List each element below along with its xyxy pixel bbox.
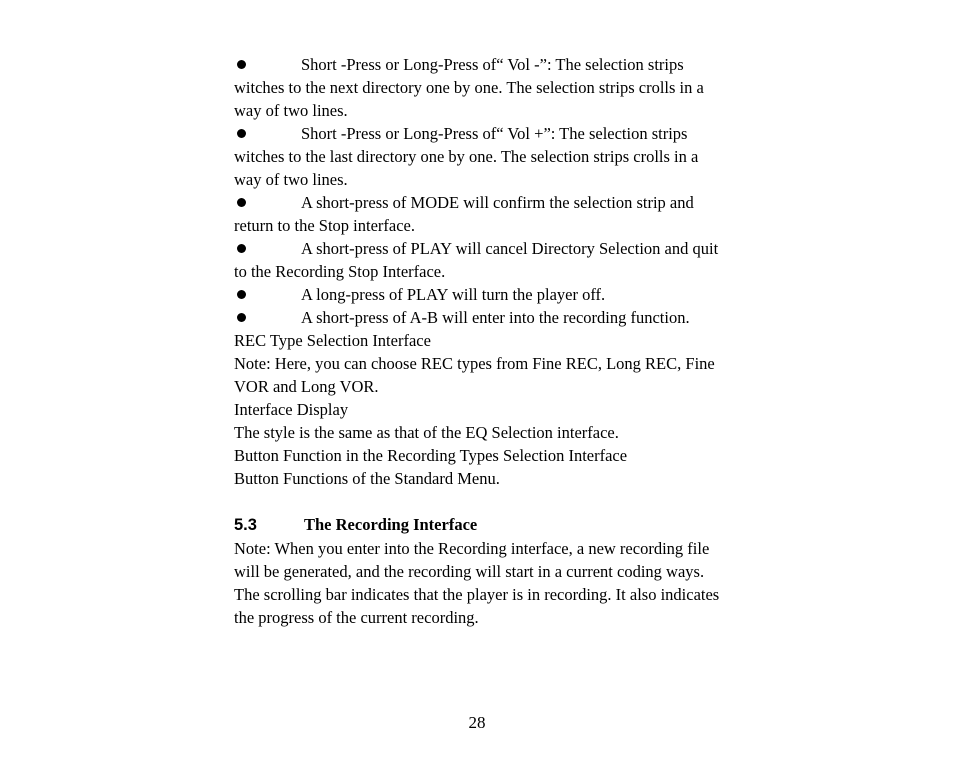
bullet-item-play-long — [234, 283, 724, 306]
bullet-item-mode — [234, 191, 724, 237]
interface-display-heading: Interface Display — [234, 400, 349, 419]
bullet-item-vol-minus — [234, 53, 724, 122]
bullet-text: Short -Press or Long-Press of“ Vol +”: The selection strips witches to the last directory one by one. The selection strips crolls in a way of two lines. — [234, 124, 699, 189]
bullet-item-vol-plus — [234, 122, 724, 191]
bullet-text: A long-press of PLAY will turn the player off. — [301, 285, 606, 304]
note-rec-types: Note: Here, you can choose REC types from Fine REC, Long REC, Fine VOR and Long VOR. — [234, 354, 715, 396]
section-number: 5.3 — [234, 516, 257, 534]
bullet-text: A short-press of MODE will confirm the selection strip and return to the Stop interface. — [234, 193, 694, 235]
bullet-text: A short-press of PLAY will cancel Directory Selection and quit to the Recording Stop Interface. — [234, 239, 719, 281]
rec-type-heading: REC Type Selection Interface — [234, 331, 431, 350]
bullet-item-play-short — [234, 237, 724, 283]
section-heading — [234, 513, 724, 537]
bullet-dot-icon — [237, 313, 246, 322]
document-body — [234, 53, 724, 629]
section-note: Note: When you enter into the Recording interface, a new recording file will be generated, and the recording will start in a current coding ways. The scrolling bar indicates that the player is in recording. It also indicates the progress of the current recording. — [234, 539, 720, 627]
button-function-heading: Button Function in the Recording Types Selection Interface — [234, 446, 628, 465]
page-number: 28 — [468, 713, 486, 732]
bullet-text: Short -Press or Long-Press of“ Vol -”: The selection strips witches to the next directory one by one. The selection strips crolls in a way of two lines. — [234, 55, 704, 120]
bullet-dot-icon — [237, 290, 246, 299]
bullet-dot-icon — [237, 129, 246, 138]
section-spacer — [234, 490, 724, 513]
bullet-dot-icon — [237, 60, 246, 69]
section-title: The Recording Interface — [304, 515, 478, 534]
bullet-dot-icon — [237, 198, 246, 207]
style-description: The style is the same as that of the EQ Selection interface. — [234, 423, 619, 442]
button-functions-standard-menu: Button Functions of the Standard Menu. — [234, 469, 500, 488]
bullet-text: A short-press of A-B will enter into the recording function. — [301, 308, 690, 327]
bullet-dot-icon — [237, 244, 246, 253]
bullet-item-ab — [234, 306, 724, 329]
